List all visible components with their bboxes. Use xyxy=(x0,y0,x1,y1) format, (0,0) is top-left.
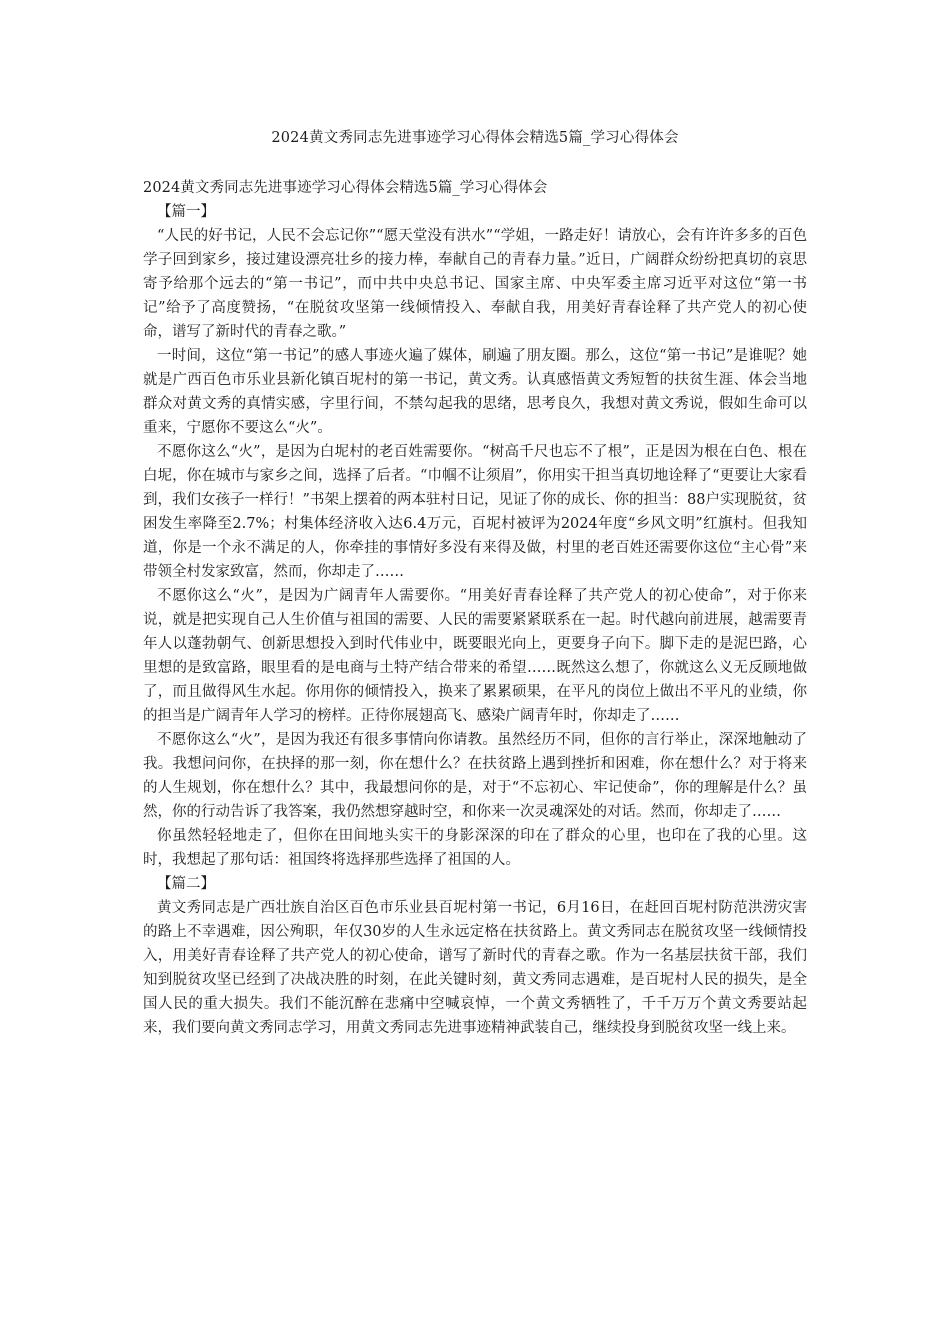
document-body xyxy=(143,176,807,1040)
paragraph: “人民的好书记，人民不会忘记你”“愿天堂没有洪水”“学姐，一路走好！请放心，会有许许多多的百色学子回到家乡，接过建设漂亮壮乡的接力棒，奉献自己的青春力量。”近日，广阔群众纷纷把真切的哀思寄予给那个远去的“第一书记”，而中共中央总书记、国家主席、中央军委主席习近平对这位“第一书记”给予了高度赞扬，“在脱贫攻坚第一线倾情投入、奉献自我，用美好青春诠释了共产党人的初心使命，谱写了新时代的青春之歌。” xyxy=(143,228,807,340)
paragraph: 不愿你这么“火”，是因为我还有很多事情向你请教。虽然经历不同，但你的言行举止，深深地触动了我。我想问问你，在抉择的那一刻，你在想什么？在扶贫路上遇到挫折和困难，你在想什么？对于将来的人生规划，你在想什么？其中，我最想问你的是，对于“不忘初心、牢记使命”，你的理解是什么？虽然，你的行动告诉了我答案，我仍然想穿越时空，和你来一次灵魂深处的对话。然而，你却走了…… xyxy=(143,732,807,820)
paragraph: 一时间，这位“第一书记”的感人事迹火遍了媒体，刷遍了朋友圈。那么，这位“第一书记”是谁呢？她就是广西百色市乐业县新化镇百坭村的第一书记，黄文秀。认真感悟黄文秀短暂的扶贫生涯、体会当地群众对黄文秀的真情实感，字里行间，不禁勾起我的思绪，思考良久，我想对黄文秀说，假如生命可以重来，宁愿你不要这么“火”。 xyxy=(143,348,807,436)
paragraph: 不愿你这么“火”，是因为广阔青年人需要你。“用美好青春诠释了共产党人的初心使命”，对于你来说，就是把实现自己人生价值与祖国的需要、人民的需要紧紧联系在一起。时代越向前进展，越需要青年人以蓬勃朝气、创新思想投入到时代伟业中，既要眼光向上，更要身子向下。脚下走的是泥巴路，心里想的是致富路，眼里看的是电商与土特产结合带来的希望……既然这么想了，你就这么义无反顾地做了，而且做得风生水起。你用你的倾情投入，换来了累累硕果，在平凡的岗位上做出不平凡的业绩，你的担当是广阔青年人学习的榜样。正待你展翅高飞、感染广阔青年时，你却走了…… xyxy=(143,588,807,724)
section-heading-1: 【篇一】 xyxy=(157,204,215,220)
paragraph: 黄文秀同志是广西壮族自治区百色市乐业县百坭村第一书记，6月16日，在赶回百坭村防范洪涝灾害的路上不幸遇难，因公殉职，年仅30岁的人生永远定格在扶贫路上。黄文秀同志在脱贫攻坚一线倾情投入，用美好青春诠释了共产党人的初心使命，谱写了新时代的青春之歌。作为一名基层扶贫干部，我们知到脱贫攻坚已经到了决战决胜的时刻，在此关键时刻，黄文秀同志遇难，是百坭村人民的损失，是全国人民的重大损失。我们不能沉醉在悲痛中空喊哀悼，一个黄文秀牺牲了，千千万万个黄文秀要站起来，我们要向黄文秀同志学习，用黄文秀同志先进事迹精神武装自己，继续投身到脱贫攻坚一线上来。 xyxy=(143,900,807,1036)
section-heading-2: 【篇二】 xyxy=(157,876,215,892)
paragraph: 不愿你这么“火”，是因为白坭村的老百姓需要你。“树高千尺也忘不了根”，正是因为根在白色、根在白坭，你在城市与家乡之间，选择了后者。“巾帼不让须眉”，你用实干担当真切地诠释了“更要让大家看到，我们女孩子一样行！”书架上摆着的两本驻村日记，见证了你的成长、你的担当：88户实现脱贫，贫困发生率降至2.7%；村集体经济收入达6.4万元，百坭村被评为2024年度“乡风文明”红旗村。但我知道，你是一个永不满足的人，你牵挂的事情好多没有来得及做，村里的老百姓还需要你这位“主心骨”来带领全村发家致富，然而，你却走了…… xyxy=(143,444,807,580)
document-title: 2024黄文秀同志先进事迹学习心得体会精选5篇_学习心得体会 xyxy=(271,130,679,146)
document-subtitle: 2024黄文秀同志先进事迹学习心得体会精选5篇_学习心得体会 xyxy=(143,180,548,196)
paragraph: 你虽然轻轻地走了，但你在田间地头实干的身影深深的印在了群众的心里，也印在了我的心里。这时，我想起了那句话：祖国终将选择那些选择了祖国的人。 xyxy=(143,828,807,868)
